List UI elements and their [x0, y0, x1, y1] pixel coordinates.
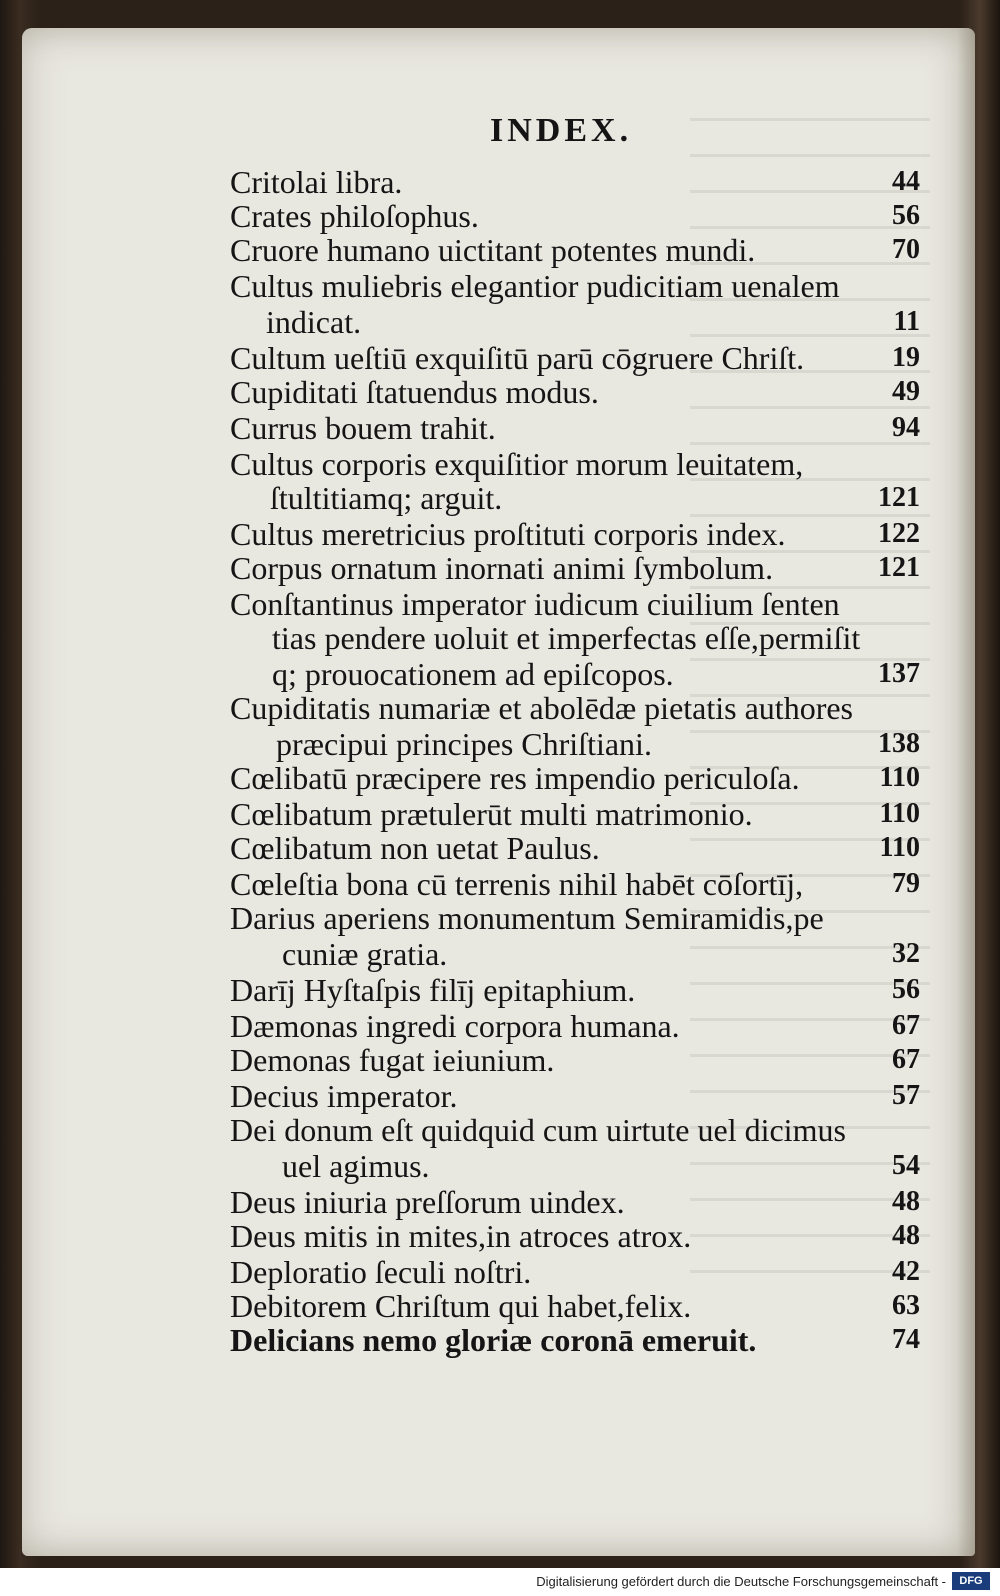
entry-text: Critolai libra.	[230, 164, 403, 200]
entry-page: 49	[892, 376, 920, 407]
entry-page: 32	[892, 938, 920, 969]
entry-text: Demonas fugat ieiunium.	[230, 1042, 555, 1078]
entry-page: 67	[892, 1010, 920, 1041]
entry-page: 110	[879, 832, 920, 863]
entry-page: 79	[892, 868, 920, 899]
entry-page: 74	[892, 1324, 920, 1355]
entry-page: 19	[892, 342, 920, 373]
entry-text: indicat.	[266, 304, 362, 340]
entry-text: Cupiditati ſtatuendus modus.	[230, 374, 599, 410]
entry-page: 44	[892, 166, 920, 197]
entry-page: 137	[878, 658, 920, 689]
entry-page: 56	[892, 200, 920, 231]
entry-text: Cœlibatū præcipere res impendio periculoſa.	[230, 760, 800, 796]
entry-text: cuniæ gratia.	[282, 936, 448, 972]
entry-text: Deus mitis in mites,in atroces atrox.	[230, 1218, 692, 1254]
entry-page: 121	[878, 552, 920, 583]
entry-text: Debitorem Chriſtum qui habet,felix.	[230, 1288, 692, 1324]
entry-page: 11	[893, 306, 920, 337]
entry-page: 63	[892, 1290, 920, 1321]
entry-page: 54	[892, 1150, 920, 1181]
entry-page: 94	[892, 412, 920, 443]
entry-page: 121	[878, 482, 920, 513]
entry-page: 57	[892, 1080, 920, 1111]
entry-page: 110	[879, 762, 920, 793]
entry-page: 67	[892, 1044, 920, 1075]
entry-text: q; prouocationem ad epiſcopos.	[272, 656, 674, 692]
entry-text: Delicians nemo gloriæ coronā emeruit.	[230, 1322, 757, 1358]
entry-text: Cœleſtia bona cū terrenis nihil habēt cōſortīj,	[230, 866, 804, 902]
entry-text: Cruore humano uictitant potentes mundi.	[230, 232, 756, 268]
entry-page: 48	[892, 1186, 920, 1217]
entry-text: Cultus meretricius proſtituti corporis index.	[230, 516, 786, 552]
entry-text: Cupiditatis numariæ et abolēdæ pietatis authores	[230, 690, 853, 726]
entry-page: 48	[892, 1220, 920, 1251]
entry-text: Darīj Hyſtaſpis filīj epitaphium.	[230, 972, 636, 1008]
entry-text: Dæmonas ingredi corpora humana.	[230, 1008, 680, 1044]
entry-page: 122	[878, 518, 920, 549]
page-header: INDEX.	[490, 112, 633, 149]
entry-text: ſtultitiamq; arguit.	[270, 480, 503, 516]
entry-page: 42	[892, 1256, 920, 1287]
footer-credit: Digitalisierung gefördert durch die Deutsche Forschungsgemeinschaft -	[536, 1574, 946, 1589]
entry-text: Cœlibatum prætulerūt multi matrimonio.	[230, 796, 753, 832]
entry-text: Dei donum eſt quidquid cum uirtute uel dicimus	[230, 1112, 846, 1148]
entry-text: tias pendere uoluit et imperfectas eſſe,permiſit	[272, 620, 861, 656]
entry-text: Corpus ornatum inornati animi ſymbolum.	[230, 550, 774, 586]
entry-page: 70	[892, 234, 920, 265]
footer-bar	[0, 1568, 1000, 1596]
entry-text: Crates philoſophus.	[230, 198, 479, 234]
entry-text: Deus iniuria preſſorum uindex.	[230, 1184, 625, 1220]
entry-text: Cultus muliebris elegantior pudicitiam uenalem	[230, 268, 840, 304]
entry-text: Cultus corporis exquiſitior morum leuitatem,	[230, 446, 804, 482]
entry-text: uel agimus.	[282, 1148, 430, 1184]
entry-text: Cœlibatum non uetat Paulus.	[230, 830, 600, 866]
entry-page: 56	[892, 974, 920, 1005]
entry-text: Currus bouem trahit.	[230, 410, 496, 446]
entry-page: 110	[879, 798, 920, 829]
entry-text: Cultum ueſtiū exquiſitū parū cōgruere Chriſt.	[230, 340, 805, 376]
entry-page: 138	[878, 728, 920, 759]
entry-text: Conſtantinus imperator iudicum ciuilium ſenten	[230, 586, 840, 622]
entry-text: Deploratio ſeculi noſtri.	[230, 1254, 532, 1290]
entry-text: Decius imperator.	[230, 1078, 458, 1114]
entry-text: præcipui principes Chriſtiani.	[276, 726, 652, 762]
entry-text: Darius aperiens monumentum Semiramidis,pe	[230, 900, 824, 936]
dfg-logo: DFG	[952, 1572, 990, 1590]
